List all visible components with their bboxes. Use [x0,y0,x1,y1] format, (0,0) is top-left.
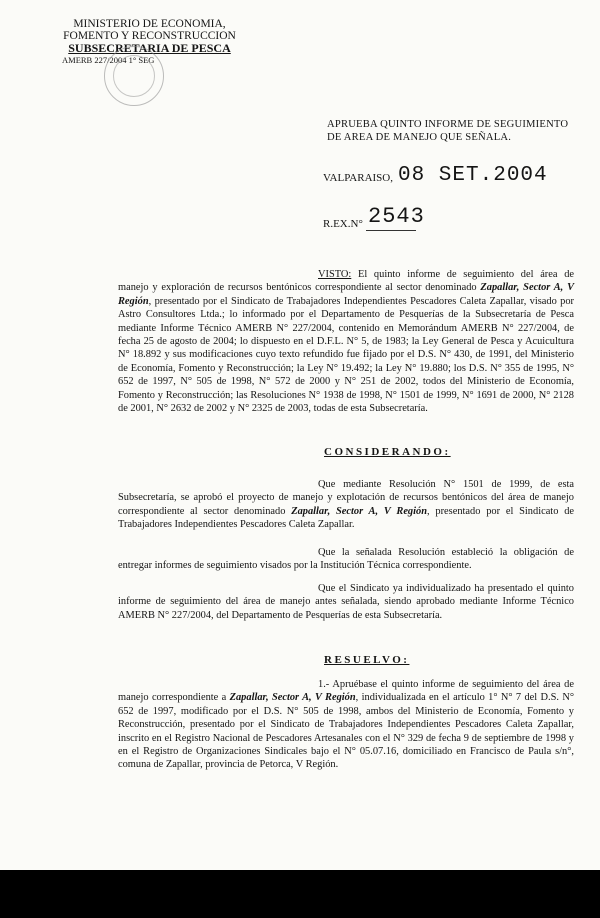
document-subject [327,118,568,144]
number-underline [366,230,416,231]
visto-area-name: Zapallar, Sector A, V Región [118,282,575,307]
resuelvo-paragraph-1 [118,678,574,772]
visto-label: VISTO: [318,269,352,280]
considerando-p1-text-a: Que mediante Resolución N° 1501 de 1999, de esta Subsecretaría, se aprobó el proyecto de manejo y explotación de recursos bentónicos del área de manejo correspondiente al sector denominado [118,479,574,517]
subsecretaria-line: SUBSECRETARIA DE PESCA [68,41,231,55]
reference-code: AMERB 227/2004 1° SEG [62,55,155,65]
considerando-heading: CONSIDERANDO: [324,446,451,458]
visto-text-b: , presentado por el Sindicato de Trabajadores Independientes Pescadores Caleta Zapallar, visado por Astro Consultores Ltda.; lo informado por el Departamento de Pesquerías de la Subsecretaría de Pesca mediante Informe Técnico AMERB N° 227/2004, contenido en Memorándum AMERB N° 227/2004, de fecha 25 de agosto de 2004; lo dispuesto en el D.F.L. N° 5, de 1983; la Ley General de Pesca y Acuicultura N° 18.892 y sus modificaciones cuyo texto refundido fue fijado por el D.S. N° 430, de 1991, del Ministerio de Economía, Fomento y Reconstrucción; la Ley N° 19.492; la Ley N° 19.880; los D.S. N° 355 de 1995, N° 652 de 1997, N° 505 de 1998, N° 572 de 2000 y N° 251 de 2002, todos del Ministerio de Economía, Fomento y Reconstrucción; las Resoluciones N° 1938 de 1998, N° 1501 de 1999, N° 1691 de 2000, N° 2128 de 2001, N° 2632 de 2002 y N° 2325 de 2003, todas de esta Subsecretaría. [118,295,574,415]
resolution-number: 2543 [368,204,425,229]
resuelvo-heading: RESUELVO: [324,654,410,666]
exempt-resolution-label: R.EX.N° [323,218,363,230]
ministry-line-2: FOMENTO Y RECONSTRUCCION [63,30,236,42]
considerando-paragraph-3: Que el Sindicato ya individualizado ha presentado el quinto informe de seguimiento del área de manejo antes señalada, siendo aprobado mediante Informe Técnico AMERB N° 227/2004, del Departamento de Pesquerías de esta Subsecretaría. [118,583,574,621]
official-seal-stamp [104,46,164,106]
subject-line-2: DE AREA DE MANEJO QUE SEÑALA. [327,132,512,143]
handwritten-date: 08 SET.2004 [398,164,548,187]
considerando-paragraph-2: Que la señalada Resolución estableció la obligación de entregar informes de seguimiento visados por la Institución Técnica correspondiente. [118,547,574,572]
visto-text-a: El quinto informe de seguimiento del área de manejo y exploración de recursos bentónicos correspondiente al sector denominado [118,269,574,294]
resuelvo-p1-text-b: , individualizada en el artículo 1° N° 7 del D.S. N° 652 de 1997, modificado por el D.S. N° 505 de 1998, ambos del Ministerio de Economía, Fomento y Reconstrucción, presentado por el Sindicato de Trabajadores Independientes Pescadores Caleta Zapallar, inscrito en el Registro Nacional de Pescadores Artesanales con el N° 329 de fecha 9 de septiembre de 1998 y en el Registro de Organizaciones Sindicales bajo el N° 05.07.16, domiciliado en Francisco de Paula s/n°, comuna de Zapallar, provincia de Petorca, V Región. [118,692,574,771]
place-label: VALPARAISO, [323,172,393,184]
resuelvo-p1-text-a: 1.- Apruébase el quinto informe de seguimiento del área de manejo correspondiente a [118,679,574,704]
resuelvo-p1-area: Zapallar, Sector A, V Región [229,692,356,704]
considerando-p1-area: Zapallar, Sector A, V Región [291,505,427,517]
considerando-p1-text-b: , presentado por el Sindicato de Trabajadores Independientes Pescadores Caleta Zapallar. [118,505,574,531]
scan-bottom-border [0,870,600,918]
subject-line-1: APRUEBA QUINTO INFORME DE SEGUIMIENTO [327,119,569,130]
ministry-line-1: MINISTERIO DE ECONOMIA, [73,18,226,30]
considerando-paragraph-1 [118,478,574,532]
visto-paragraph [118,268,574,415]
